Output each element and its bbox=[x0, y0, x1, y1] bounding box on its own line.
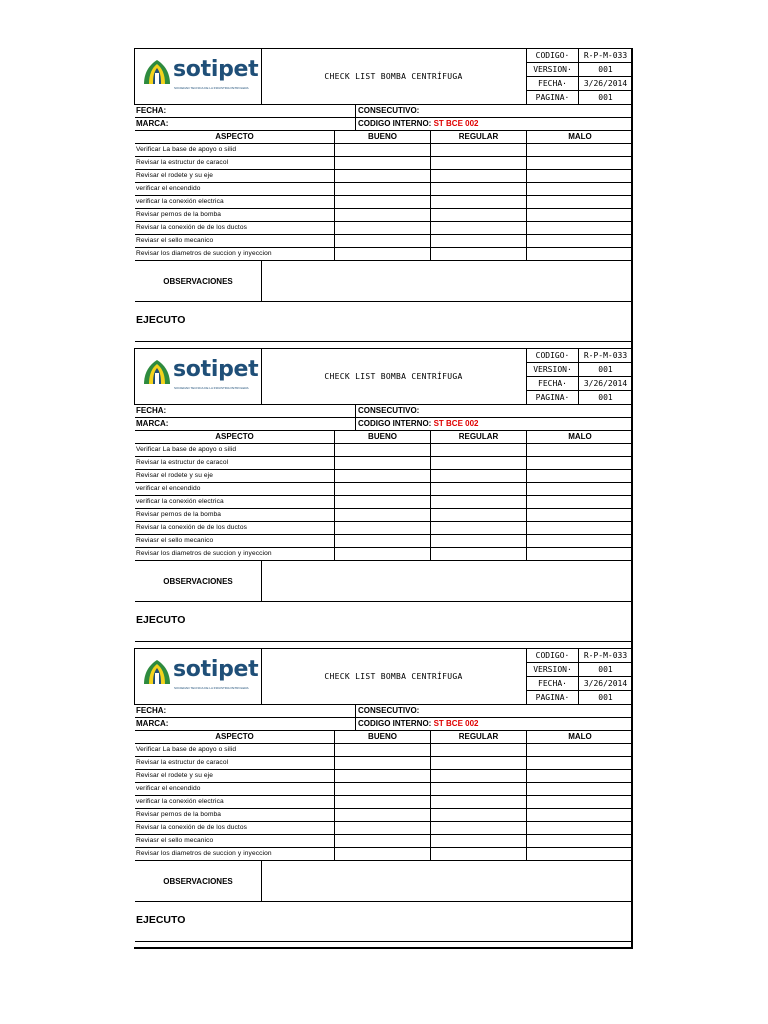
item-aspecto: Verificar La base de apoyo o silid bbox=[135, 144, 335, 156]
checklist-item-row bbox=[135, 770, 633, 783]
meta-row bbox=[527, 663, 633, 677]
brand-tagline: SOCIEDAD TECNICA DE LA INDUSTRIA PETROLERA bbox=[174, 386, 249, 390]
item-malo-cell[interactable] bbox=[527, 835, 633, 847]
meta-row bbox=[527, 49, 633, 63]
item-regular-cell[interactable] bbox=[431, 196, 527, 208]
checklist-item-row bbox=[135, 196, 633, 209]
item-regular-cell[interactable] bbox=[431, 757, 527, 769]
item-malo-cell[interactable] bbox=[527, 170, 633, 182]
meta-table bbox=[526, 649, 633, 704]
item-bueno-cell[interactable] bbox=[335, 770, 431, 782]
brand-name: sotipet bbox=[173, 357, 259, 382]
item-regular-cell[interactable] bbox=[431, 535, 527, 547]
marca-row bbox=[135, 118, 633, 131]
observaciones-label: OBSERVACIONES bbox=[135, 261, 262, 301]
item-regular-cell[interactable] bbox=[431, 509, 527, 521]
item-malo-cell[interactable] bbox=[527, 783, 633, 795]
item-regular-cell[interactable] bbox=[431, 457, 527, 469]
item-malo-cell[interactable] bbox=[527, 157, 633, 169]
checklist-item-row bbox=[135, 470, 633, 483]
checklist-item-row bbox=[135, 144, 633, 157]
meta-row bbox=[527, 363, 633, 377]
item-regular-cell[interactable] bbox=[431, 835, 527, 847]
drop-emblem-icon bbox=[142, 359, 172, 385]
meta-key: CODIGO· bbox=[527, 49, 579, 62]
form-title: CHECK LIST BOMBA CENTRÍFUGA bbox=[324, 372, 463, 381]
item-bueno-cell[interactable] bbox=[335, 783, 431, 795]
sotipet-logo bbox=[142, 359, 258, 395]
item-aspecto: verificar el encendido bbox=[135, 483, 335, 495]
item-malo-cell[interactable] bbox=[527, 822, 633, 834]
item-malo-cell[interactable] bbox=[527, 770, 633, 782]
ejecuto-row[interactable] bbox=[135, 302, 633, 342]
ejecuto-row[interactable] bbox=[135, 602, 633, 642]
checklist-form bbox=[134, 648, 633, 948]
item-aspecto: Reviasr el sello mecanico bbox=[135, 835, 335, 847]
col-bueno: BUENO bbox=[335, 431, 431, 443]
item-malo-cell[interactable] bbox=[527, 522, 633, 534]
item-bueno-cell[interactable] bbox=[335, 209, 431, 221]
item-malo-cell[interactable] bbox=[527, 444, 633, 456]
meta-value: 3/26/2014 bbox=[583, 79, 628, 88]
checklist-item-row bbox=[135, 457, 633, 470]
meta-key: PAGINA· bbox=[527, 391, 579, 404]
item-aspecto: Revisar pernos de la bomba bbox=[135, 209, 335, 221]
checklist-item-row bbox=[135, 235, 633, 248]
checklist-item-row bbox=[135, 796, 633, 809]
checklist-form bbox=[134, 348, 633, 648]
item-regular-cell[interactable] bbox=[431, 235, 527, 247]
col-malo: MALO bbox=[568, 432, 592, 441]
meta-table bbox=[526, 349, 633, 404]
observaciones-label: OBSERVACIONES bbox=[135, 561, 262, 601]
item-bueno-cell[interactable] bbox=[335, 535, 431, 547]
item-malo-cell[interactable] bbox=[527, 183, 633, 195]
item-regular-cell[interactable] bbox=[431, 848, 527, 860]
item-malo-cell[interactable] bbox=[527, 848, 633, 860]
codigo-interno-field[interactable] bbox=[357, 418, 633, 430]
item-aspecto: Revisar la estructur de caracol bbox=[135, 157, 335, 169]
item-regular-cell[interactable] bbox=[431, 496, 527, 508]
meta-key: VERSION· bbox=[527, 363, 579, 376]
item-aspecto: verificar el encendido bbox=[135, 183, 335, 195]
codigo-interno-label: CODIGO INTERNO: bbox=[358, 119, 432, 128]
item-bueno-cell[interactable] bbox=[335, 744, 431, 756]
meta-value: 001 bbox=[598, 393, 613, 402]
fecha-field[interactable]: FECHA: bbox=[135, 105, 356, 117]
column-header-row bbox=[135, 131, 633, 144]
form-header bbox=[134, 648, 633, 705]
item-aspecto: Revisar el rodete y su eje bbox=[135, 470, 335, 482]
meta-key: PAGINA· bbox=[527, 91, 579, 104]
item-bueno-cell[interactable] bbox=[335, 848, 431, 860]
item-bueno-cell[interactable] bbox=[335, 509, 431, 521]
consecutivo-field[interactable]: CONSECUTIVO: bbox=[358, 406, 420, 415]
item-malo-cell[interactable] bbox=[527, 470, 633, 482]
item-regular-cell[interactable] bbox=[431, 796, 527, 808]
form-title: CHECK LIST BOMBA CENTRÍFUGA bbox=[324, 72, 463, 81]
meta-row bbox=[527, 677, 633, 691]
meta-key: VERSION· bbox=[527, 63, 579, 76]
drop-emblem-icon bbox=[142, 659, 172, 685]
item-malo-cell[interactable] bbox=[527, 796, 633, 808]
meta-value: 001 bbox=[598, 65, 613, 74]
marca-row bbox=[135, 418, 633, 431]
item-bueno-cell[interactable] bbox=[335, 235, 431, 247]
checklist-item-row bbox=[135, 444, 633, 457]
logo-cell bbox=[135, 649, 262, 704]
item-aspecto: Revisar los diametros de succion y inyeccion bbox=[135, 848, 335, 860]
brand-tagline: SOCIEDAD TECNICA DE LA INDUSTRIA PETROLERA bbox=[174, 686, 249, 690]
item-malo-cell[interactable] bbox=[527, 144, 633, 156]
item-aspecto: Verificar La base de apoyo o silid bbox=[135, 744, 335, 756]
fecha-row bbox=[135, 405, 633, 418]
column-header-row bbox=[135, 431, 633, 444]
observaciones-field[interactable] bbox=[262, 861, 633, 901]
fecha-field[interactable]: FECHA: bbox=[135, 705, 356, 717]
item-aspecto: Reviasr el sello mecanico bbox=[135, 535, 335, 547]
ejecuto-row[interactable] bbox=[135, 902, 633, 942]
item-bueno-cell[interactable] bbox=[335, 809, 431, 821]
col-regular: REGULAR bbox=[431, 431, 527, 443]
observaciones-row bbox=[135, 861, 633, 902]
item-aspecto: Revisar la conexión de de los ductos bbox=[135, 222, 335, 234]
checklist-item-row bbox=[135, 222, 633, 235]
item-aspecto: Revisar la estructur de caracol bbox=[135, 457, 335, 469]
marca-row bbox=[135, 718, 633, 731]
item-regular-cell[interactable] bbox=[431, 809, 527, 821]
brand-tagline: SOCIEDAD TECNICA DE LA INDUSTRIA PETROLERA bbox=[174, 86, 249, 90]
checklist-form bbox=[134, 48, 633, 348]
checklist-item-row bbox=[135, 822, 633, 835]
marca-field[interactable]: MARCA: bbox=[135, 418, 356, 430]
item-bueno-cell[interactable] bbox=[335, 496, 431, 508]
checklist-sheet bbox=[134, 48, 633, 949]
col-regular: REGULAR bbox=[431, 131, 527, 143]
item-regular-cell[interactable] bbox=[431, 144, 527, 156]
meta-value: R-P-M-033 bbox=[583, 51, 628, 60]
item-aspecto: Revisar los diametros de succion y inyeccion bbox=[135, 548, 335, 560]
item-bueno-cell[interactable] bbox=[335, 196, 431, 208]
item-regular-cell[interactable] bbox=[431, 170, 527, 182]
drop-emblem-icon bbox=[142, 59, 172, 85]
item-bueno-cell[interactable] bbox=[335, 444, 431, 456]
checklist-item-row bbox=[135, 209, 633, 222]
observaciones-field[interactable] bbox=[262, 261, 633, 301]
meta-key: FECHA· bbox=[527, 77, 579, 90]
checklist-item-row bbox=[135, 783, 633, 796]
consecutivo-field[interactable]: CONSECUTIVO: bbox=[358, 106, 420, 115]
logo-cell bbox=[135, 349, 262, 404]
item-regular-cell[interactable] bbox=[431, 822, 527, 834]
item-malo-cell[interactable] bbox=[527, 222, 633, 234]
fecha-row bbox=[135, 105, 633, 118]
item-aspecto: Revisar la conexión de de los ductos bbox=[135, 822, 335, 834]
checklist-item-row bbox=[135, 496, 633, 509]
form-title: CHECK LIST BOMBA CENTRÍFUGA bbox=[324, 672, 463, 681]
item-regular-cell[interactable] bbox=[431, 183, 527, 195]
fecha-row bbox=[135, 705, 633, 718]
meta-value: R-P-M-033 bbox=[583, 651, 628, 660]
item-bueno-cell[interactable] bbox=[335, 183, 431, 195]
item-malo-cell[interactable] bbox=[527, 548, 633, 560]
meta-value: 3/26/2014 bbox=[583, 679, 628, 688]
checklist-item-row bbox=[135, 183, 633, 196]
item-aspecto: verificar el encendido bbox=[135, 783, 335, 795]
item-regular-cell[interactable] bbox=[431, 222, 527, 234]
item-bueno-cell[interactable] bbox=[335, 548, 431, 560]
item-regular-cell[interactable] bbox=[431, 483, 527, 495]
item-regular-cell[interactable] bbox=[431, 522, 527, 534]
item-aspecto: Verificar La base de apoyo o silid bbox=[135, 444, 335, 456]
meta-row bbox=[527, 91, 633, 105]
sotipet-logo bbox=[142, 59, 258, 95]
item-malo-cell[interactable] bbox=[527, 535, 633, 547]
item-bueno-cell[interactable] bbox=[335, 222, 431, 234]
item-aspecto: verificar la conexión electrica bbox=[135, 496, 335, 508]
checklist-item-row bbox=[135, 757, 633, 770]
meta-key: CODIGO· bbox=[527, 649, 579, 662]
sotipet-logo bbox=[142, 659, 258, 695]
checklist-item-row bbox=[135, 809, 633, 822]
checklist-item-row bbox=[135, 835, 633, 848]
meta-key: VERSION· bbox=[527, 663, 579, 676]
checklist-item-row bbox=[135, 522, 633, 535]
meta-row bbox=[527, 391, 633, 405]
item-regular-cell[interactable] bbox=[431, 157, 527, 169]
codigo-interno-value: ST BCE 002 bbox=[433, 719, 479, 728]
checklist-item-row bbox=[135, 248, 633, 261]
codigo-interno-value: ST BCE 002 bbox=[433, 119, 479, 128]
col-regular: REGULAR bbox=[431, 731, 527, 743]
fecha-field[interactable]: FECHA: bbox=[135, 405, 356, 417]
item-malo-cell[interactable] bbox=[527, 809, 633, 821]
col-bueno: BUENO bbox=[335, 131, 431, 143]
item-regular-cell[interactable] bbox=[431, 770, 527, 782]
item-bueno-cell[interactable] bbox=[335, 470, 431, 482]
item-regular-cell[interactable] bbox=[431, 783, 527, 795]
item-bueno-cell[interactable] bbox=[335, 796, 431, 808]
col-malo: MALO bbox=[568, 132, 592, 141]
item-bueno-cell[interactable] bbox=[335, 170, 431, 182]
marca-field[interactable]: MARCA: bbox=[135, 118, 356, 130]
item-bueno-cell[interactable] bbox=[335, 144, 431, 156]
item-regular-cell[interactable] bbox=[431, 209, 527, 221]
codigo-interno-field[interactable] bbox=[357, 118, 633, 130]
ejecuto-label: EJECUTO bbox=[136, 314, 186, 326]
brand-name: sotipet bbox=[173, 57, 259, 82]
meta-value: 001 bbox=[598, 365, 613, 374]
checklist-item-row bbox=[135, 157, 633, 170]
item-malo-cell[interactable] bbox=[527, 496, 633, 508]
ejecuto-label: EJECUTO bbox=[136, 914, 186, 926]
meta-row bbox=[527, 649, 633, 663]
observaciones-row bbox=[135, 261, 633, 302]
meta-value: 001 bbox=[598, 93, 613, 102]
item-aspecto: Revisar la conexión de de los ductos bbox=[135, 522, 335, 534]
col-aspecto: ASPECTO bbox=[135, 431, 335, 443]
item-regular-cell[interactable] bbox=[431, 548, 527, 560]
form-header bbox=[134, 348, 633, 405]
item-aspecto: Revisar el rodete y su eje bbox=[135, 170, 335, 182]
item-malo-cell[interactable] bbox=[527, 248, 633, 260]
codigo-interno-label: CODIGO INTERNO: bbox=[358, 719, 432, 728]
meta-key: FECHA· bbox=[527, 677, 579, 690]
item-bueno-cell[interactable] bbox=[335, 483, 431, 495]
meta-value: 3/26/2014 bbox=[583, 379, 628, 388]
brand-name: sotipet bbox=[173, 657, 259, 682]
observaciones-row bbox=[135, 561, 633, 602]
item-bueno-cell[interactable] bbox=[335, 822, 431, 834]
item-bueno-cell[interactable] bbox=[335, 522, 431, 534]
item-bueno-cell[interactable] bbox=[335, 835, 431, 847]
meta-row bbox=[527, 691, 633, 705]
item-aspecto: verificar la conexión electrica bbox=[135, 796, 335, 808]
col-aspecto: ASPECTO bbox=[135, 131, 335, 143]
meta-key: CODIGO· bbox=[527, 349, 579, 362]
meta-key: PAGINA· bbox=[527, 691, 579, 704]
consecutivo-field[interactable]: CONSECUTIVO: bbox=[358, 706, 420, 715]
column-header-row bbox=[135, 731, 633, 744]
meta-value: 001 bbox=[598, 693, 613, 702]
observaciones-field[interactable] bbox=[262, 561, 633, 601]
col-malo: MALO bbox=[568, 732, 592, 741]
observaciones-label: OBSERVACIONES bbox=[135, 861, 262, 901]
meta-value: R-P-M-033 bbox=[583, 351, 628, 360]
checklist-item-row bbox=[135, 535, 633, 548]
checklist-item-row bbox=[135, 170, 633, 183]
item-regular-cell[interactable] bbox=[431, 444, 527, 456]
item-malo-cell[interactable] bbox=[527, 209, 633, 221]
item-bueno-cell[interactable] bbox=[335, 757, 431, 769]
item-aspecto: verificar la conexión electrica bbox=[135, 196, 335, 208]
codigo-interno-label: CODIGO INTERNO: bbox=[358, 419, 432, 428]
item-malo-cell[interactable] bbox=[527, 196, 633, 208]
meta-table bbox=[526, 49, 633, 104]
checklist-item-row bbox=[135, 509, 633, 522]
checklist-item-row bbox=[135, 848, 633, 861]
ejecuto-label: EJECUTO bbox=[136, 614, 186, 626]
item-bueno-cell[interactable] bbox=[335, 248, 431, 260]
item-regular-cell[interactable] bbox=[431, 744, 527, 756]
item-malo-cell[interactable] bbox=[527, 457, 633, 469]
checklist-item-row bbox=[135, 548, 633, 561]
meta-key: FECHA· bbox=[527, 377, 579, 390]
logo-cell bbox=[135, 49, 262, 104]
item-regular-cell[interactable] bbox=[431, 248, 527, 260]
form-header bbox=[134, 48, 633, 105]
item-malo-cell[interactable] bbox=[527, 235, 633, 247]
col-aspecto: ASPECTO bbox=[135, 731, 335, 743]
item-aspecto: Revisar pernos de la bomba bbox=[135, 809, 335, 821]
item-bueno-cell[interactable] bbox=[335, 457, 431, 469]
col-bueno: BUENO bbox=[335, 731, 431, 743]
meta-value: 001 bbox=[598, 665, 613, 674]
item-aspecto: Revisar la estructur de caracol bbox=[135, 757, 335, 769]
codigo-interno-value: ST BCE 002 bbox=[433, 419, 479, 428]
meta-row bbox=[527, 63, 633, 77]
item-bueno-cell[interactable] bbox=[335, 157, 431, 169]
item-malo-cell[interactable] bbox=[527, 483, 633, 495]
item-aspecto: Revisar los diametros de succion y inyeccion bbox=[135, 248, 335, 260]
checklist-item-row bbox=[135, 744, 633, 757]
item-malo-cell[interactable] bbox=[527, 757, 633, 769]
meta-row bbox=[527, 377, 633, 391]
marca-field[interactable]: MARCA: bbox=[135, 718, 356, 730]
item-malo-cell[interactable] bbox=[527, 744, 633, 756]
codigo-interno-field[interactable] bbox=[357, 718, 633, 730]
item-malo-cell[interactable] bbox=[527, 509, 633, 521]
item-aspecto: Reviasr el sello mecanico bbox=[135, 235, 335, 247]
item-aspecto: Revisar pernos de la bomba bbox=[135, 509, 335, 521]
item-regular-cell[interactable] bbox=[431, 470, 527, 482]
item-aspecto: Revisar el rodete y su eje bbox=[135, 770, 335, 782]
checklist-item-row bbox=[135, 483, 633, 496]
meta-row bbox=[527, 77, 633, 91]
meta-row bbox=[527, 349, 633, 363]
